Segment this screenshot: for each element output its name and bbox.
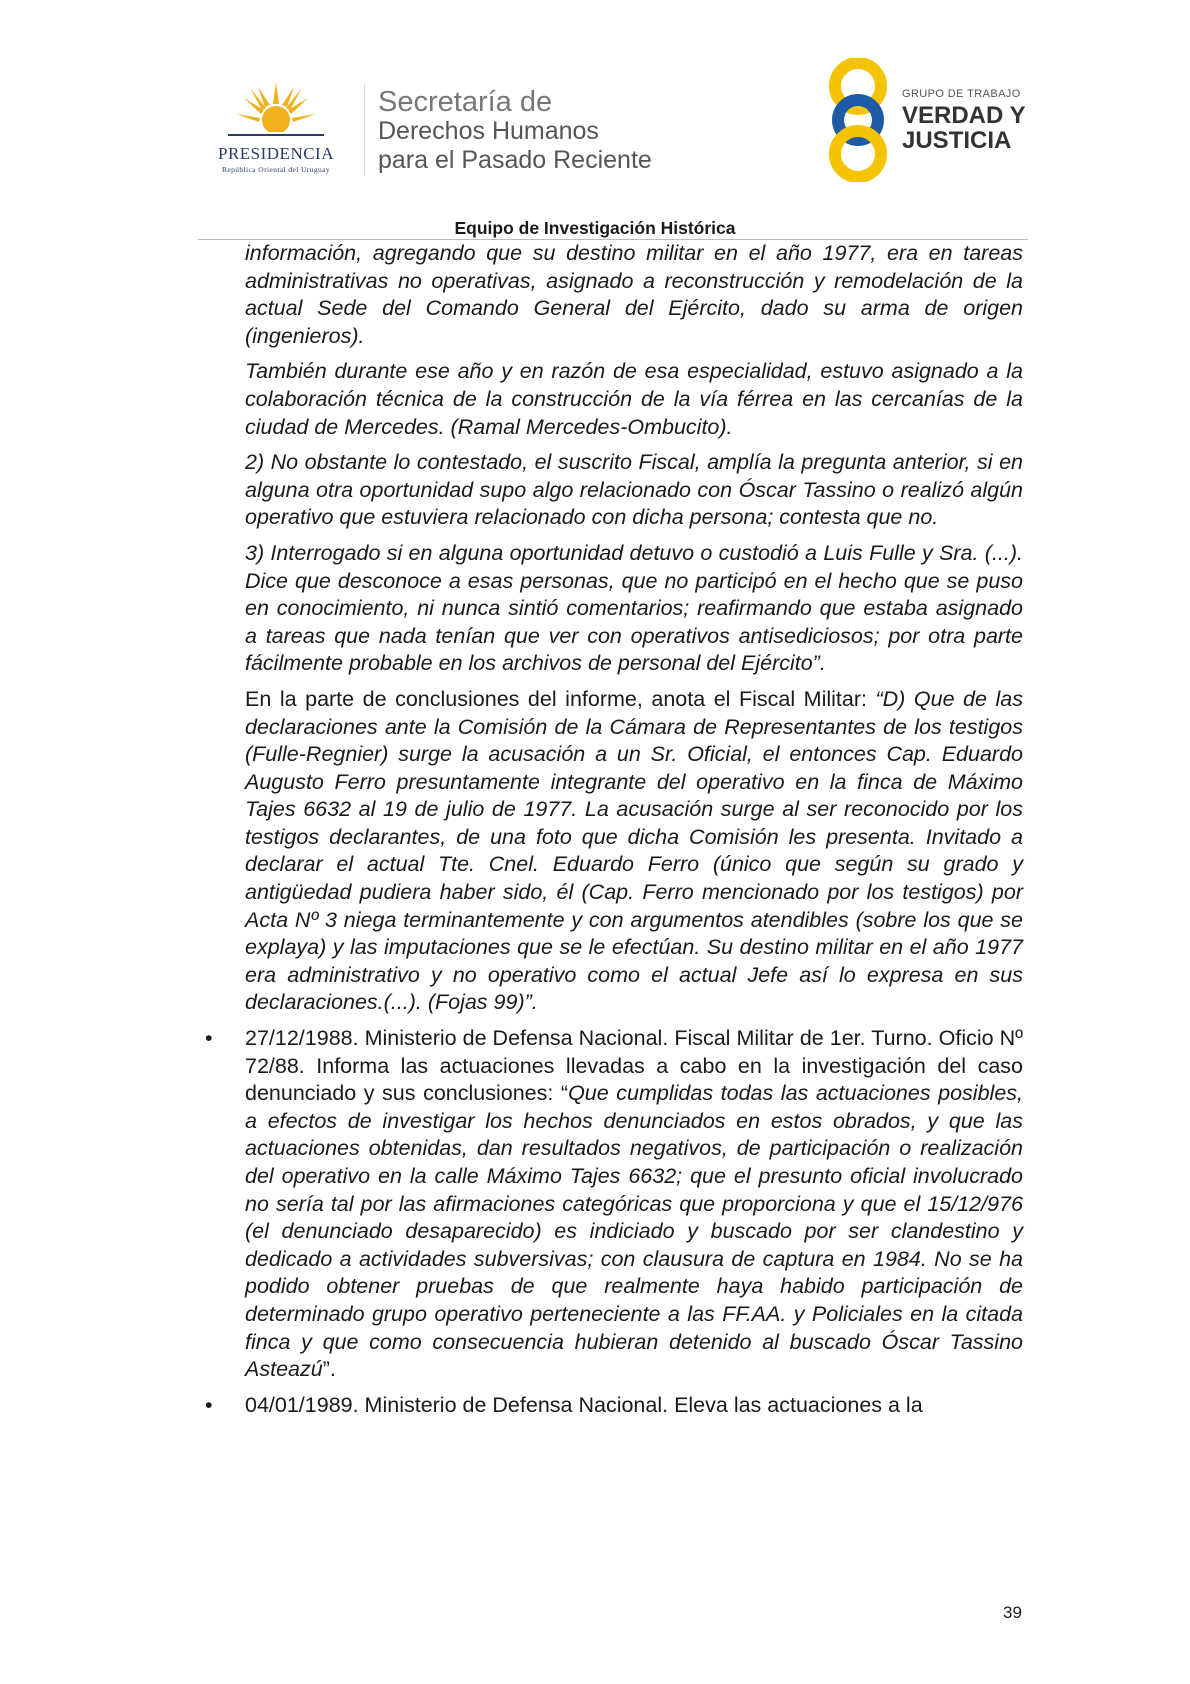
page-number: 39 <box>1003 1603 1022 1622</box>
presidencia-subtitle: República Oriental del Uruguay <box>221 165 330 174</box>
paragraph-5 <box>245 686 1023 1017</box>
verdad-justicia-logo <box>820 58 1040 182</box>
list-item <box>205 1025 1023 1384</box>
paragraph-2: También durante ese año y en razón de esa especialidad, estuvo asignado a la colaboración técnica de la construcción de la vía férrea en las cercanías de la ciudad de Mercedes. (Ramal Mercedes-Ombucito). <box>245 359 1023 439</box>
header-divider <box>364 84 365 176</box>
secretaria-title <box>378 88 652 175</box>
interlocked-rings-icon <box>820 58 896 182</box>
page-header <box>0 0 1190 240</box>
bullet-icon: • <box>205 1026 213 1051</box>
gtvj-small-label: GRUPO DE TRABAJO <box>902 88 1021 100</box>
gtvj-title-line-1: VERDAD Y <box>902 102 1026 129</box>
gtvj-title <box>902 103 1026 153</box>
paragraph-1: información, agregando que su destino militar en el año 1977, era en tareas administrativas no operativas, asignado a reconstrucción y remodelación de la actual Sede del Comando General del Ejército, dado su arma de origen (ingenieros). <box>245 241 1023 348</box>
list-item-close: ”. <box>322 1357 336 1382</box>
list-item <box>205 1392 1023 1420</box>
paragraph-5-quote: “D) Que de las declaraciones ante la Comisión de la Cámara de Representantes de los testigos (Fulle-Regnier) surge la acusación a un Sr. Oficial, el entonces Cap. Eduardo Augusto Ferro presuntamente integrante del operativo en la finca de Máximo Tajes 6632 al 19 de julio de 1977. La acusación surge al ser reconocido por los testigos declarantes, de una foto que dicha Comisión les presenta. Invitado a declarar el actual Tte. Cnel. Eduardo Ferro (único que según su grado y antigüedad pudiera haber sido, él (Cap. Ferro mencionado por los testigos) por Acta Nº 3 niega terminantemente y con argumentos atendibles (sobre los que se explaya) y las imputaciones que se le efectúan. Su destino militar en el año 1977 era administrativo y no operativo como el actual Jefe así lo expresa en sus declaraciones.(...). (Fojas 99)”. <box>245 686 1023 1015</box>
list-item-intro: 27/12/1988. Ministerio de Defensa Nacional. Fiscal Militar de 1er. Turno. Oficio Nº 72/88. Informa las actuaciones llevadas a cabo en la investigación del caso denunciado y sus conclusiones: “ <box>245 1026 1023 1106</box>
gtvj-title-line-2: JUSTICIA <box>902 127 1012 154</box>
secretaria-line-3: para el Pasado Reciente <box>378 146 652 174</box>
presidencia-name: PRESIDENCIA <box>217 144 334 163</box>
list-item-quote: Que cumplidas todas las actuaciones posibles, a efectos de investigar los hechos denunciados en estos obrados, y que las actuaciones obtenidas, dan resultados negativos, de participación o realización del operativo en la calle Máximo Tajes 6632; que el presunto oficial involucrado no sería tal por las afirmaciones categóricas que proporciona y que el 15/12/976 (el denunciado desaparecido) es indiciado y buscado por ser clandestino y dedicado a actividades subversivas; con clausura de captura en 1984. No se ha podido obtener pruebas de que realmente haya habido participación de determinado grupo operativo perteneciente a las FF.AA. y Policiales en la citada finca y que como consecuencia hubieran detenido al buscado Óscar Tassino Asteazú <box>245 1081 1023 1382</box>
paragraph-3: 2) No obstante lo contestado, el suscrito Fiscal, amplía la pregunta anterior, si en alguna otra oportunidad supo algo relacionado con Óscar Tassino o realizó algún operativo que estuviera relacionado con dicha persona; contesta que no. <box>245 450 1023 530</box>
bullet-icon: • <box>205 1392 213 1417</box>
list-item-text: 04/01/1989. Ministerio de Defensa Nacional. Eleva las actuaciones a la <box>245 1392 923 1417</box>
secretaria-line-1: Secretaría de <box>378 86 553 118</box>
presidencia-logo <box>196 78 356 178</box>
secretaria-line-2: Derechos Humanos <box>378 117 599 145</box>
document-body <box>205 240 1023 1427</box>
paragraph-4: 3) Interrogado si en alguna oportunidad detuvo o custodió a Luis Fulle y Sra. (...). Dice que desconoce a esas personas, que no participó en el hecho que se puso en conocimiento, ni nunca sintió comentarios; reafirmando que estaba asignado a tareas que nada tenían que ver con operativos antisediciosos; por otra parte fácilmente probable en los archivos de personal del Ejército”. <box>245 540 1023 676</box>
team-heading: Equipo de Investigación Histórica <box>454 218 736 238</box>
list-item-text <box>245 1025 1023 1384</box>
paragraph-5-intro: En la parte de conclusiones del informe, anota el Fiscal Militar: <box>245 686 876 711</box>
sun-emblem-icon <box>228 78 324 142</box>
